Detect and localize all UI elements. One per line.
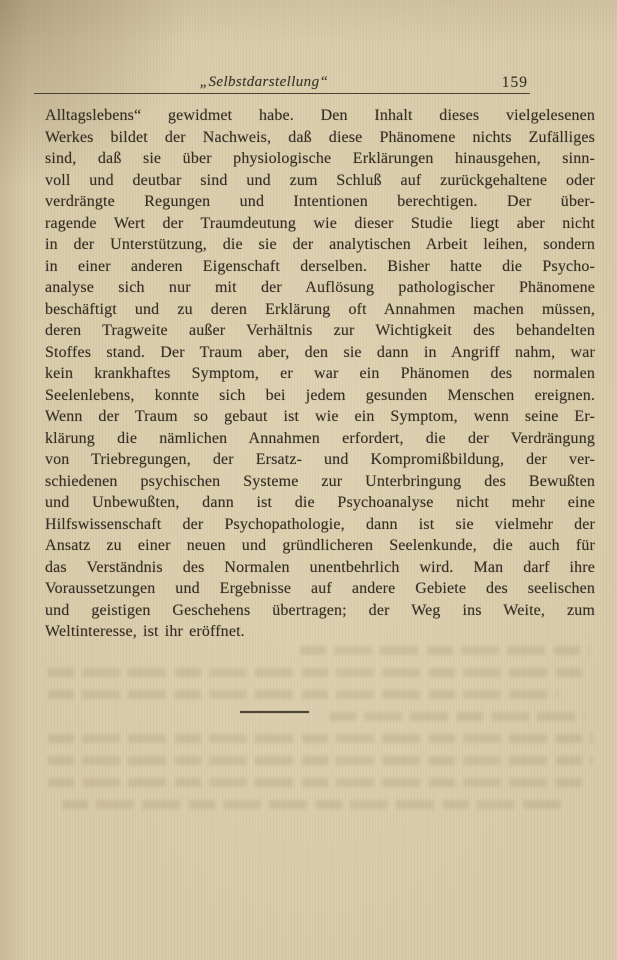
section-divider [240,711,309,713]
body-text-line: beschäftigt und zu deren Erklärung oft Annahmen machen müssen, [45,300,595,318]
body-text-line: Weltinteresse, ist ihr eröffnet. [45,623,245,640]
body-text-line: von Triebregungen, der Ersatz- und Kompromißbildung, der ver- [45,451,595,468]
body-text-line: in der Unterstützung, die sie der analytischen Arbeit leihen, sondern [45,236,595,253]
body-text-line: analyse sich nur mit der Auflösung pathologischer Phänomene [45,279,595,296]
body-text-line: Stoffes stand. Der Traum aber, den sie dann in Angriff nahm, war [45,343,595,361]
body-text-line: deren Tragweite außer Verhältnis zur Wichtigkeit des behandelten [45,322,595,339]
body-text [45,105,595,643]
bleedthrough-line [330,712,585,721]
bleedthrough-line [48,778,588,787]
body-text-line: verdrängte Regungen und Intentionen berechtigen. Der über- [45,193,595,210]
body-text-line: Werkes bildet der Nachweis, daß diese Phänomene nichts Zufälliges [45,128,595,146]
body-text-line: sind, daß sie über physiologische Erklärungen hinausgehen, sinn- [45,150,595,167]
body-text-line: ragende Wert der Traumdeutung wie dieser Studie liegt aber nicht [45,214,595,232]
bleedthrough-line [48,690,558,699]
body-text-line: Seelenlebens, konnte sich bei jedem gesunden Menschen ereignen. [45,386,595,404]
bleedthrough-line [48,734,593,743]
page-number: 159 [501,74,528,91]
body-text-line: Hilfswissenschaft der Psychopathologie, dann ist sie vielmehr der [45,515,595,533]
body-text-line: klärung die nämlichen Annahmen erfordert, die der Verdrängung [45,429,595,447]
running-title: „Selbstdarstellung“ [199,74,329,90]
bleedthrough-line [300,646,590,655]
bleedthrough-line [48,756,593,765]
body-text-line: das Verständnis des Normalen unentbehrlich wird. Man darf ihre [45,558,595,576]
body-text-line: und geistigen Geschehens übertragen; der Weg ins Weite, zum [45,601,595,619]
body-text-line: Wenn der Traum so gebaut ist wie ein Symptom, wenn seine Er- [45,408,595,425]
body-text-line: Alltagslebens“ gewidmet habe. Den Inhalt dieses vielgelesenen [45,107,595,124]
body-text-line: Voraussetzungen und Ergebnisse auf andere Gebiete des seelischen [45,580,595,597]
body-text-line: voll und deutbar sind und zum Schluß auf zurückgehaltene oder [45,171,595,189]
body-text-line: Ansatz zu einer neuen und gründlicheren Seelenkunde, die auch für [45,537,595,554]
bleedthrough-line [48,668,588,677]
bleedthrough-line [62,800,562,809]
body-text-line: kein krankhaftes Symptom, er war ein Phänomen des normalen [45,365,595,382]
body-text-line: und Unbewußten, dann ist die Psychoanalyse nicht mehr eine [45,494,595,511]
page-header [34,72,530,94]
body-text-line: schiedenen psychischen Systeme zur Unterbringung des Bewußten [45,472,595,490]
body-text-line: in einer anderen Eigenschaft derselben. Bisher hatte die Psycho- [45,257,595,275]
